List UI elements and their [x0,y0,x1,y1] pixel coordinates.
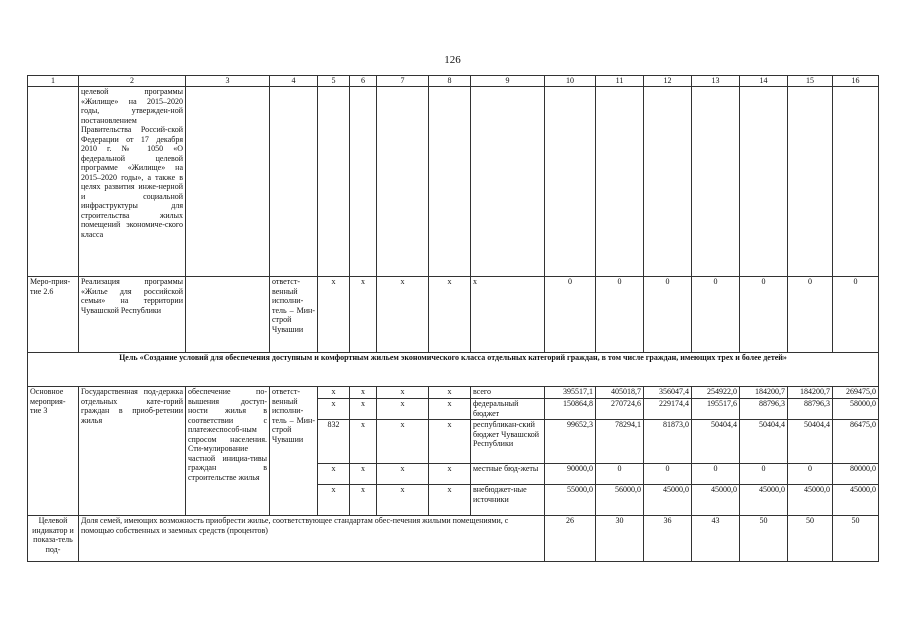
value-cell: 90000,0 [545,464,596,485]
value-cell: 45000,0 [692,485,740,516]
header-cell: 4 [270,76,318,87]
cell-c7: x [377,464,429,485]
cell-c9: x [471,277,545,353]
cell-c7: x [377,277,429,353]
value-cell: 195517,6 [692,399,740,420]
cell-c8: x [429,420,471,464]
measure-executor: ответст-венный исполни-тель – Мин-строй Чувашии [270,277,318,353]
header-cell: 11 [596,76,644,87]
value-cell: 78294,1 [596,420,644,464]
cell-c5: 832 [318,420,350,464]
value-cell: 0 [692,464,740,485]
value-cell: 270724,6 [596,399,644,420]
target-indicator-row [28,516,879,562]
value-cell: 30 [596,516,644,562]
value-cell: 0 [833,277,879,353]
value-cell: 184200,7 [740,387,788,399]
cell-c8: x [429,485,471,516]
header-cell: 7 [377,76,429,87]
value-cell: 0 [788,277,833,353]
measure-result: обеспечение по-вышения доступ-ности жилья в соответствии с платежеспособ-ным спросом населения. Сти-мулирование частной инициа-тивы граждан в строительстве жилья [186,387,270,516]
value-cell: 405018,7 [596,387,644,399]
value-cell: 229174,4 [644,399,692,420]
cell-c8: x [429,277,471,353]
value-cell: 50404,4 [740,420,788,464]
measure-description: Реализация программы «Жилье для российской семьи» на территории Чувашской Республики [79,277,186,353]
indicator-label: Целевой индикатор и показа-тель под- [28,516,79,562]
value-cell: 80000,0 [833,464,879,485]
value-cell: 45000,0 [644,485,692,516]
value-cell: 55000,0 [545,485,596,516]
value-cell: 45000,0 [833,485,879,516]
funding-source: всего [471,387,545,399]
value-cell: 56000,0 [596,485,644,516]
header-cell: 1 [28,76,79,87]
value-cell: 0 [545,277,596,353]
header-cell: 13 [692,76,740,87]
value-cell: 0 [788,464,833,485]
value-cell: 86475,0 [833,420,879,464]
cell-c7: x [377,387,429,399]
value-cell: 254922,0 [692,387,740,399]
value-cell: 88796,3 [740,399,788,420]
cell-c8: x [429,399,471,420]
value-cell: 99652,3 [545,420,596,464]
funding-source: республикан-ский бюджет Чувашской Республики [471,420,545,464]
cell-c5: x [318,277,350,353]
header-cell: 5 [318,76,350,87]
cell-c6: x [350,464,377,485]
value-cell: 81873,0 [644,420,692,464]
header-cell: 6 [350,76,377,87]
measure-description: Государственная под-держка отдельных кате-горий граждан в приоб-ретении жилья [79,387,186,516]
value-cell: 184200,7 [788,387,833,399]
value-cell: 150864,8 [545,399,596,420]
value-cell: 50 [788,516,833,562]
program-table [27,75,879,562]
value-cell: 395517,1 [545,387,596,399]
value-cell: 0 [644,277,692,353]
cell-c8: x [429,464,471,485]
cell-c5: x [318,464,350,485]
cell-c6: x [350,277,377,353]
value-cell: 269475,0 [833,387,879,399]
funding-source: внебюджет-ные источники [471,485,545,516]
measure-executor: ответст-венный исполни-тель – Мин-строй Чувашии [270,387,318,516]
header-cell: 12 [644,76,692,87]
value-cell: 50 [833,516,879,562]
funding-source: федеральный бюджет [471,399,545,420]
header-cell: 8 [429,76,471,87]
value-cell: 0 [596,464,644,485]
value-cell: 45000,0 [740,485,788,516]
goal-row [28,353,879,387]
value-cell: 0 [740,277,788,353]
header-row [28,76,879,87]
header-cell: 15 [788,76,833,87]
cell-c5: x [318,387,350,399]
indicator-text: Доля семей, имеющих возможность приобрести жилье, соответствующее стандартам обес-печения жилыми помещениями, с помощью собственных и заемных средств (процентов) [79,516,545,562]
cell-c8: x [429,387,471,399]
continuation-row [28,87,879,277]
cell-c5: x [318,399,350,420]
page-number: 126 [444,54,461,66]
cell-c6: x [350,387,377,399]
header-cell: 2 [79,76,186,87]
value-cell: 50404,4 [788,420,833,464]
measure-2-6-row [28,277,879,353]
value-cell: 88796,3 [788,399,833,420]
value-cell: 45000,0 [788,485,833,516]
cell-c7: x [377,420,429,464]
cell-c7: x [377,485,429,516]
header-cell: 14 [740,76,788,87]
header-cell: 3 [186,76,270,87]
cell-c5: x [318,485,350,516]
header-cell: 10 [545,76,596,87]
goal-heading: Цель «Создание условий для обеспечения доступным и комфортным жильем экономического класса отдельных категорий граждан, в том числе граждан, имеющих трех и более детей» [28,353,879,387]
measure-label: Меро-прия-тие 2.6 [28,277,79,353]
header-cell: 16 [833,76,879,87]
value-cell: 43 [692,516,740,562]
value-cell: 36 [644,516,692,562]
value-cell: 50404,4 [692,420,740,464]
value-cell: 0 [692,277,740,353]
value-cell: 0 [596,277,644,353]
measure-result [186,277,270,353]
value-cell: 26 [545,516,596,562]
value-cell: 0 [740,464,788,485]
value-cell: 50 [740,516,788,562]
cell-c6: x [350,485,377,516]
value-cell: 356047,4 [644,387,692,399]
cell-c7: x [377,399,429,420]
cell-c6: x [350,399,377,420]
cell-c6: x [350,420,377,464]
value-cell: 0 [644,464,692,485]
header-cell: 9 [471,76,545,87]
value-cell: 58000,0 [833,399,879,420]
measure-3-row [28,387,879,399]
continuation-text: целевой программы «Жилище» на 2015–2020 годы, утвержден-ной постановлением Правительства Россий-ской Федерации от 17 декабря 2010 г. № 1050 «О федеральной целевой программе «Жилище» на 2015–2020 годы», а также в целях развития инже-нерной и социальной инфраструктуры для строительства жилых помещений экономиче-ского класса [79,87,186,277]
funding-source: местные бюд-жеты [471,464,545,485]
measure-label: Основное мероприя-тие 3 [28,387,79,516]
